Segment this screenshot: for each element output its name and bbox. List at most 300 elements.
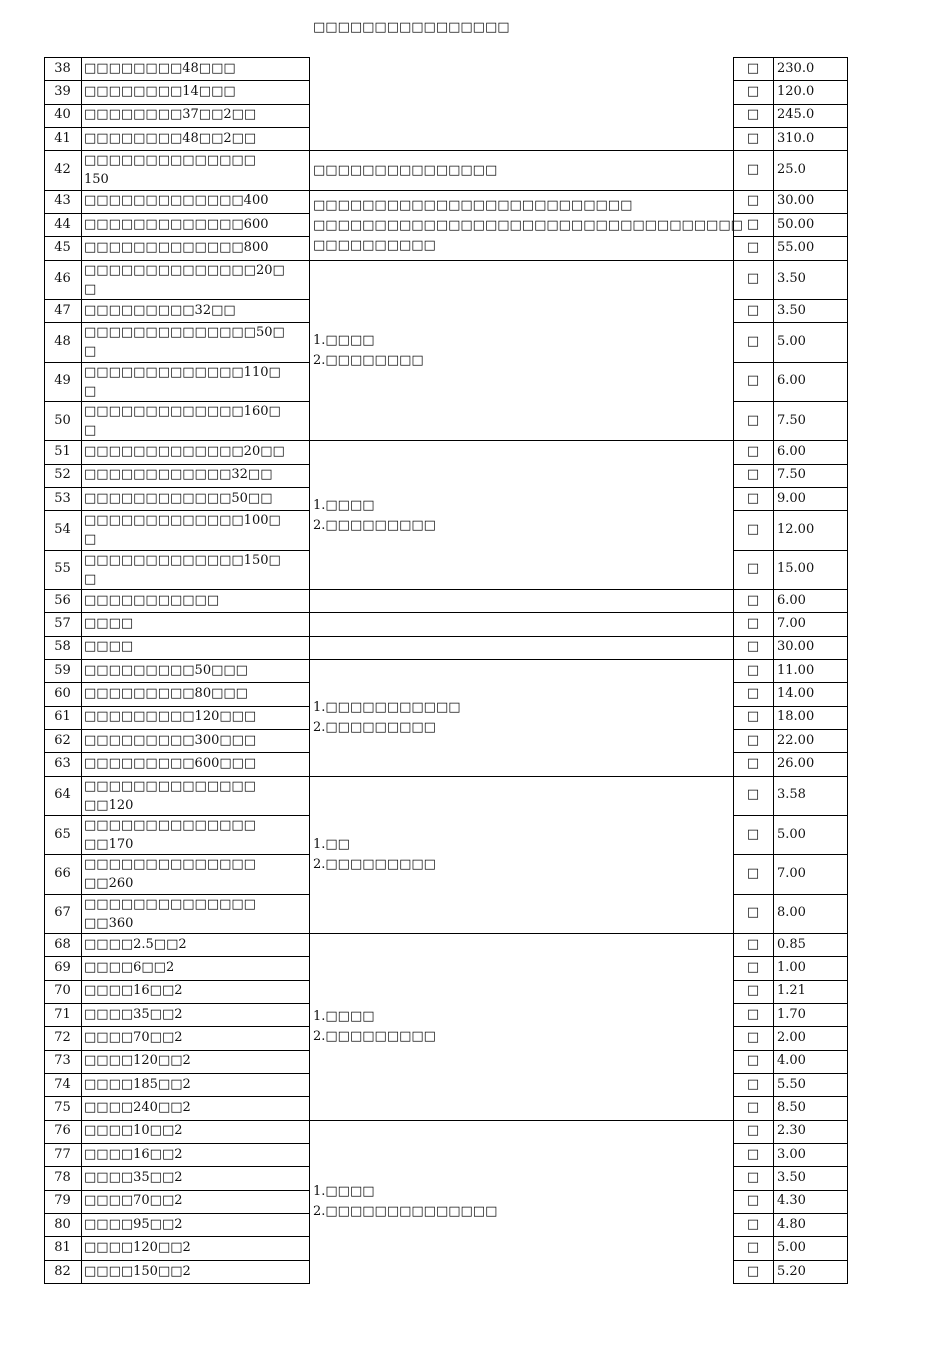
item-name: □□□□□□□□□□□□50□□ xyxy=(84,491,273,506)
row-rule xyxy=(733,1096,847,1097)
item-name: □□□□□□□□□□□□□□20□ xyxy=(84,263,285,278)
row-rule xyxy=(44,729,309,730)
work-content-text: 1.□□□□ xyxy=(313,498,375,513)
unit-price: 5.00 xyxy=(777,1240,806,1255)
row-rule xyxy=(733,150,847,151)
unit-price: 30.00 xyxy=(777,193,815,208)
group-rule xyxy=(309,260,733,261)
unit-price: 3.50 xyxy=(777,303,806,318)
item-name: □ xyxy=(84,344,97,359)
column-rule xyxy=(309,57,310,1284)
unit-price: 6.00 xyxy=(777,593,806,608)
unit-price: 120.0 xyxy=(777,84,815,99)
item-name: □□□□□□□□□32□□ xyxy=(84,303,236,318)
row-rule xyxy=(733,464,847,465)
row-rule xyxy=(44,1073,309,1074)
row-rule xyxy=(733,322,847,323)
row-number: 79 xyxy=(54,1193,71,1208)
unit-cell: □ xyxy=(746,413,760,428)
row-number: 46 xyxy=(54,271,71,286)
unit-cell: □ xyxy=(746,1193,760,1208)
work-content-text: □□□□□□□□□□□□□□□□□□□□□□□□□□□□□□□□□□□ xyxy=(313,218,743,233)
unit-cell: □ xyxy=(746,787,760,802)
work-content-text: 1.□□□□ xyxy=(313,1184,375,1199)
row-rule xyxy=(44,487,309,488)
item-name: □□□□□□□□□300□□□ xyxy=(84,733,257,748)
unit-cell: □ xyxy=(746,616,760,631)
item-name: □□□□□□□□□□□□□□50□ xyxy=(84,325,285,340)
unit-price: 18.00 xyxy=(777,709,815,724)
unit-price: 230.0 xyxy=(777,61,815,76)
item-name: □□□□□□□□□□□□□□ xyxy=(84,779,256,794)
row-number: 38 xyxy=(54,61,71,76)
row-rule xyxy=(733,1003,847,1004)
unit-cell: □ xyxy=(746,709,760,724)
row-rule xyxy=(733,362,847,363)
item-name: □□120 xyxy=(84,798,134,813)
row-rule xyxy=(44,1120,309,1121)
group-rule xyxy=(309,589,733,590)
unit-cell: □ xyxy=(746,1147,760,1162)
unit-price: 4.30 xyxy=(777,1193,806,1208)
row-number: 63 xyxy=(54,756,71,771)
item-name: 150 xyxy=(84,172,109,187)
row-rule xyxy=(733,776,847,777)
unit-cell: □ xyxy=(746,271,760,286)
row-rule xyxy=(733,104,847,105)
row-rule xyxy=(44,440,309,441)
row-rule xyxy=(44,612,309,613)
row-rule xyxy=(44,980,309,981)
unit-cell: □ xyxy=(746,193,760,208)
unit-cell: □ xyxy=(746,162,760,177)
unit-price: 8.00 xyxy=(777,905,806,920)
item-name: □□□□□□□□□□□□□□ xyxy=(84,153,256,168)
row-rule xyxy=(44,150,309,151)
item-name: □□□□□□□□□□□ xyxy=(84,593,220,608)
item-name: □□□□150□□2 xyxy=(84,1264,191,1279)
group-rule xyxy=(309,440,733,441)
unit-cell: □ xyxy=(746,240,760,255)
row-rule xyxy=(733,127,847,128)
row-rule xyxy=(733,1120,847,1121)
item-name: □□□□□□□□□□□□□600 xyxy=(84,217,269,232)
item-name: □□□□□□□□□□□□□20□□ xyxy=(84,444,285,459)
unit-cell: □ xyxy=(746,373,760,388)
row-rule xyxy=(733,260,847,261)
unit-price: 7.00 xyxy=(777,866,806,881)
row-rule xyxy=(44,260,309,261)
item-name: □□□□□□□□□□□□□□ xyxy=(84,818,256,833)
row-rule xyxy=(44,956,309,957)
row-number: 52 xyxy=(54,467,71,482)
row-rule xyxy=(733,729,847,730)
unit-cell: □ xyxy=(746,1123,760,1138)
row-number: 64 xyxy=(54,787,71,802)
unit-cell: □ xyxy=(746,561,760,576)
unit-price: 14.00 xyxy=(777,686,815,701)
work-content-text: □□□□□□□□□□□□□□□ xyxy=(313,163,498,178)
row-number: 74 xyxy=(54,1077,71,1092)
work-content-text: 2.□□□□□□□□□ xyxy=(313,518,436,533)
item-name: □□□□240□□2 xyxy=(84,1100,191,1115)
unit-price: 1.21 xyxy=(777,983,806,998)
row-number: 66 xyxy=(54,866,71,881)
row-rule xyxy=(44,933,309,934)
work-content-text: 2.□□□□□□□□ xyxy=(313,353,424,368)
group-rule xyxy=(309,1120,733,1121)
row-number: 82 xyxy=(54,1264,71,1279)
row-rule xyxy=(44,589,309,590)
row-number: 50 xyxy=(54,413,71,428)
row-rule xyxy=(733,510,847,511)
unit-cell: □ xyxy=(746,686,760,701)
unit-price: 2.00 xyxy=(777,1030,806,1045)
row-rule xyxy=(733,956,847,957)
row-rule xyxy=(44,1026,309,1027)
row-rule xyxy=(733,980,847,981)
row-rule xyxy=(44,236,309,237)
row-rule xyxy=(733,854,847,855)
unit-cell: □ xyxy=(746,491,760,506)
row-number: 51 xyxy=(54,444,71,459)
unit-cell: □ xyxy=(746,1170,760,1185)
row-rule xyxy=(44,1050,309,1051)
row-rule xyxy=(733,1283,847,1284)
work-content-text: 2.□□□□□□□□□ xyxy=(313,857,436,872)
group-rule xyxy=(309,612,733,613)
item-name: □□□□□□□□□120□□□ xyxy=(84,709,257,724)
unit-cell: □ xyxy=(746,303,760,318)
row-number: 59 xyxy=(54,663,71,678)
row-number: 39 xyxy=(54,84,71,99)
item-name: □□□□10□□2 xyxy=(84,1123,183,1138)
row-number: 42 xyxy=(54,162,71,177)
row-rule xyxy=(733,299,847,300)
unit-cell: □ xyxy=(746,107,760,122)
work-content-text: 2.□□□□□□□□□ xyxy=(313,1029,436,1044)
unit-price: 7.00 xyxy=(777,616,806,631)
row-rule xyxy=(44,401,309,402)
row-rule xyxy=(44,636,309,637)
row-number: 57 xyxy=(54,616,71,631)
unit-cell: □ xyxy=(746,905,760,920)
unit-cell: □ xyxy=(746,733,760,748)
item-name: □□□□□□□□□50□□□ xyxy=(84,663,248,678)
item-name: □□360 xyxy=(84,916,134,931)
row-rule xyxy=(733,1026,847,1027)
row-rule xyxy=(733,682,847,683)
row-rule xyxy=(733,815,847,816)
group-rule xyxy=(309,659,733,660)
item-name: □□□□□□□□□600□□□ xyxy=(84,756,257,771)
unit-cell: □ xyxy=(746,593,760,608)
unit-price: 9.00 xyxy=(777,491,806,506)
row-rule xyxy=(44,190,309,191)
unit-cell: □ xyxy=(746,1100,760,1115)
item-name: □□□□16□□2 xyxy=(84,983,183,998)
row-rule xyxy=(44,104,309,105)
row-number: 78 xyxy=(54,1170,71,1185)
item-name: □□□□ xyxy=(84,616,134,631)
unit-price: 4.00 xyxy=(777,1053,806,1068)
column-rule xyxy=(773,57,774,1284)
row-rule xyxy=(733,550,847,551)
row-rule xyxy=(44,322,309,323)
column-rule xyxy=(847,57,848,1284)
unit-price: 4.80 xyxy=(777,1217,806,1232)
row-rule xyxy=(44,127,309,128)
row-rule xyxy=(44,894,309,895)
row-rule xyxy=(733,57,847,58)
unit-cell: □ xyxy=(746,131,760,146)
unit-price: 15.00 xyxy=(777,561,815,576)
unit-price: 7.50 xyxy=(777,467,806,482)
row-rule xyxy=(733,933,847,934)
row-number: 53 xyxy=(54,491,71,506)
work-content-text: □□□□□□□□□□ xyxy=(313,238,436,253)
item-name: □□□□70□□2 xyxy=(84,1193,183,1208)
unit-cell: □ xyxy=(746,467,760,482)
row-number: 65 xyxy=(54,827,71,842)
row-rule xyxy=(44,1096,309,1097)
unit-cell: □ xyxy=(746,61,760,76)
unit-price: 12.00 xyxy=(777,522,815,537)
row-rule xyxy=(44,80,309,81)
row-number: 68 xyxy=(54,937,71,952)
unit-cell: □ xyxy=(746,663,760,678)
unit-price: 3.58 xyxy=(777,787,806,802)
row-number: 56 xyxy=(54,593,71,608)
unit-cell: □ xyxy=(746,84,760,99)
unit-cell: □ xyxy=(746,1007,760,1022)
row-rule xyxy=(44,1143,309,1144)
unit-price: 2.30 xyxy=(777,1123,806,1138)
item-name: □□170 xyxy=(84,837,134,852)
item-name: □□□□120□□2 xyxy=(84,1053,191,1068)
row-rule xyxy=(733,589,847,590)
unit-price: 22.00 xyxy=(777,733,815,748)
item-name: □□□□□□□□□80□□□ xyxy=(84,686,248,701)
unit-price: 26.00 xyxy=(777,756,815,771)
unit-cell: □ xyxy=(746,937,760,952)
row-rule xyxy=(733,236,847,237)
row-rule xyxy=(733,752,847,753)
item-name: □□□□□□□□□□□□□800 xyxy=(84,240,269,255)
row-number: 67 xyxy=(54,905,71,920)
work-content-text: 1.□□ xyxy=(313,837,350,852)
unit-price: 3.00 xyxy=(777,1147,806,1162)
row-rule xyxy=(733,1190,847,1191)
row-number: 48 xyxy=(54,334,71,349)
unit-price: 245.0 xyxy=(777,107,815,122)
row-rule xyxy=(733,894,847,895)
unit-price: 5.50 xyxy=(777,1077,806,1092)
row-rule xyxy=(44,299,309,300)
item-name: □ xyxy=(84,384,97,399)
unit-cell: □ xyxy=(746,444,760,459)
unit-cell: □ xyxy=(746,1240,760,1255)
item-name: □ xyxy=(84,423,97,438)
unit-cell: □ xyxy=(746,1053,760,1068)
row-rule xyxy=(44,706,309,707)
row-rule xyxy=(44,550,309,551)
group-rule xyxy=(309,190,733,191)
row-number: 58 xyxy=(54,639,71,654)
row-rule xyxy=(733,1213,847,1214)
row-rule xyxy=(733,1050,847,1051)
unit-cell: □ xyxy=(746,334,760,349)
item-name: □□□□120□□2 xyxy=(84,1240,191,1255)
unit-cell: □ xyxy=(746,827,760,842)
group-rule xyxy=(309,776,733,777)
work-content-text: □□□□□□□□□□□□□□□□□□□□□□□□□□ xyxy=(313,198,633,213)
row-rule xyxy=(44,776,309,777)
row-rule xyxy=(44,1190,309,1191)
row-rule xyxy=(44,1166,309,1167)
unit-price: 5.00 xyxy=(777,334,806,349)
work-content-text: □□□□□□□□□□□□□□□□ xyxy=(313,20,510,35)
unit-price: 6.00 xyxy=(777,373,806,388)
unit-price: 6.00 xyxy=(777,444,806,459)
row-rule xyxy=(733,1166,847,1167)
row-number: 61 xyxy=(54,709,71,724)
row-rule xyxy=(733,1073,847,1074)
unit-cell: □ xyxy=(746,960,760,975)
item-name: □□□□6□□2 xyxy=(84,960,175,975)
row-number: 76 xyxy=(54,1123,71,1138)
row-rule xyxy=(733,612,847,613)
row-rule xyxy=(44,1003,309,1004)
unit-cell: □ xyxy=(746,983,760,998)
row-number: 40 xyxy=(54,107,71,122)
row-rule xyxy=(44,464,309,465)
row-number: 62 xyxy=(54,733,71,748)
row-rule xyxy=(44,1283,309,1284)
row-number: 54 xyxy=(54,522,71,537)
item-name: □□□□□□□□37□□2□□ xyxy=(84,107,257,122)
unit-price: 3.50 xyxy=(777,1170,806,1185)
row-rule xyxy=(733,487,847,488)
row-number: 55 xyxy=(54,561,71,576)
unit-cell: □ xyxy=(746,639,760,654)
unit-price: 3.50 xyxy=(777,271,806,286)
row-rule xyxy=(44,362,309,363)
unit-price: 55.00 xyxy=(777,240,815,255)
item-name: □□□□185□□2 xyxy=(84,1077,191,1092)
unit-cell: □ xyxy=(746,1077,760,1092)
unit-cell: □ xyxy=(746,1030,760,1045)
work-content-text: 2.□□□□□□□□□□□□□□ xyxy=(313,1204,498,1219)
row-rule xyxy=(733,706,847,707)
unit-price: 7.50 xyxy=(777,413,806,428)
unit-price: 5.20 xyxy=(777,1264,806,1279)
item-name: □□□□□□□□□□□□□160□ xyxy=(84,404,281,419)
unit-price: 5.00 xyxy=(777,827,806,842)
row-rule xyxy=(44,682,309,683)
row-rule xyxy=(44,854,309,855)
work-content-text: 1.□□□□ xyxy=(313,333,375,348)
item-name: □□□□70□□2 xyxy=(84,1030,183,1045)
row-number: 71 xyxy=(54,1007,71,1022)
work-content-text: 1.□□□□ xyxy=(313,1009,375,1024)
row-rule xyxy=(733,401,847,402)
row-number: 41 xyxy=(54,131,71,146)
row-rule xyxy=(44,1260,309,1261)
row-rule xyxy=(44,659,309,660)
item-name: □□□□□□□□□□□□□100□ xyxy=(84,513,281,528)
unit-price: 30.00 xyxy=(777,639,815,654)
item-name: □ xyxy=(84,572,97,587)
unit-price: 8.50 xyxy=(777,1100,806,1115)
item-name: □□□□□□□□□□□□□110□ xyxy=(84,365,281,380)
item-name: □ xyxy=(84,532,97,547)
row-number: 44 xyxy=(54,217,71,232)
item-name: □□□□□□□□□□□□□400 xyxy=(84,193,269,208)
item-name: □□□□□□□□□□□□□□ xyxy=(84,857,256,872)
item-name: □□□□□□□□48□□□ xyxy=(84,61,236,76)
column-rule xyxy=(81,57,82,1284)
row-number: 45 xyxy=(54,240,71,255)
unit-price: 0.85 xyxy=(777,937,806,952)
item-name: □ xyxy=(84,282,97,297)
row-number: 81 xyxy=(54,1240,71,1255)
row-rule xyxy=(44,1236,309,1237)
item-name: □□□□35□□2 xyxy=(84,1007,183,1022)
row-number: 69 xyxy=(54,960,71,975)
item-name: □□260 xyxy=(84,876,134,891)
unit-cell: □ xyxy=(746,1217,760,1232)
row-rule xyxy=(733,190,847,191)
row-rule xyxy=(44,1213,309,1214)
row-rule xyxy=(44,57,309,58)
work-content-text: 2.□□□□□□□□□ xyxy=(313,720,436,735)
item-name: □□□□2.5□□2 xyxy=(84,937,187,952)
item-name: □□□□95□□2 xyxy=(84,1217,183,1232)
row-number: 80 xyxy=(54,1217,71,1232)
item-name: □□□□□□□□□□□□□□ xyxy=(84,897,256,912)
item-name: □□□□16□□2 xyxy=(84,1147,183,1162)
unit-price: 25.0 xyxy=(777,162,806,177)
item-name: □□□□□□□□□□□□32□□ xyxy=(84,467,273,482)
row-number: 70 xyxy=(54,983,71,998)
unit-price: 310.0 xyxy=(777,131,815,146)
row-number: 72 xyxy=(54,1030,71,1045)
row-number: 49 xyxy=(54,373,71,388)
unit-cell: □ xyxy=(746,756,760,771)
row-rule xyxy=(44,752,309,753)
row-number: 43 xyxy=(54,193,71,208)
row-number: 73 xyxy=(54,1053,71,1068)
group-rule xyxy=(309,933,733,934)
item-name: □□□□□□□□□□□□□150□ xyxy=(84,553,281,568)
unit-price: 1.00 xyxy=(777,960,806,975)
row-rule xyxy=(733,1260,847,1261)
row-number: 60 xyxy=(54,686,71,701)
unit-cell: □ xyxy=(746,866,760,881)
unit-cell: □ xyxy=(746,217,760,232)
group-rule xyxy=(309,150,733,151)
row-number: 47 xyxy=(54,303,71,318)
item-name: □□□□□□□□48□□2□□ xyxy=(84,131,257,146)
row-rule xyxy=(733,1236,847,1237)
unit-cell: □ xyxy=(746,522,760,537)
row-number: 75 xyxy=(54,1100,71,1115)
item-name: □□□□□□□□14□□□ xyxy=(84,84,236,99)
row-rule xyxy=(733,636,847,637)
unit-cell: □ xyxy=(746,1264,760,1279)
unit-price: 1.70 xyxy=(777,1007,806,1022)
